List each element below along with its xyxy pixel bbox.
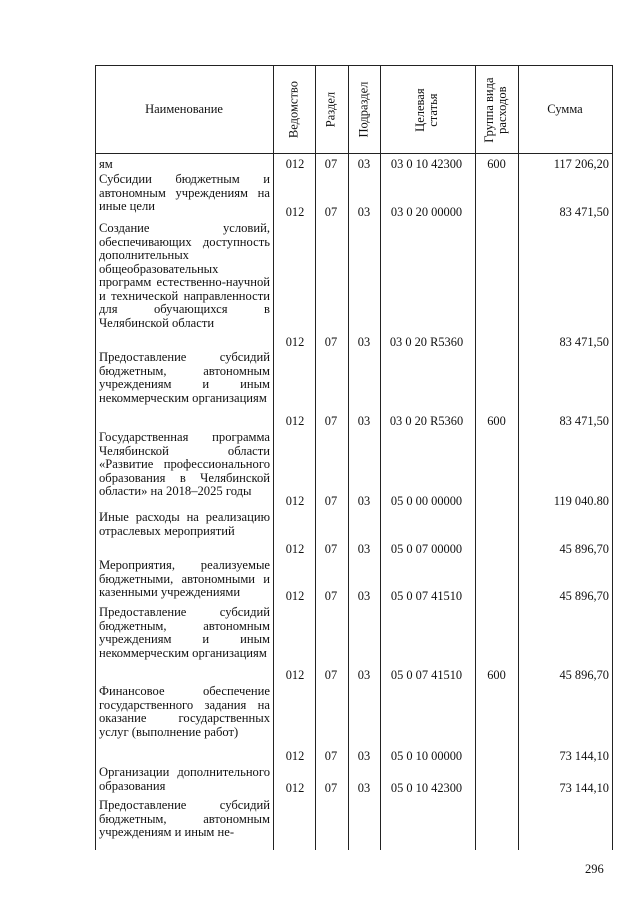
row-amount: 83 471,50 <box>559 205 609 219</box>
row-department: 012 <box>285 494 305 508</box>
row-target-item: 03 0 20 00000 <box>390 205 463 219</box>
row-department: 012 <box>285 668 305 682</box>
row-department: 012 <box>285 205 305 219</box>
row-section: 07 <box>324 781 338 795</box>
header-target-item-line2: статья <box>426 93 440 127</box>
row-name: Предоставление субсидий бюджетным, автономным учреждениям и иным некоммерческим организациям <box>99 350 270 405</box>
header-target-item <box>414 66 440 154</box>
table-top-border <box>95 65 613 66</box>
row-amount: 45 896,70 <box>559 589 609 603</box>
row-section: 07 <box>324 205 338 219</box>
row-subsection: 03 <box>357 781 371 795</box>
row-name: ям <box>99 157 113 171</box>
row-target-item: 05 0 07 41510 <box>390 589 463 603</box>
row-subsection: 03 <box>357 589 371 603</box>
page-number: 296 <box>585 862 604 876</box>
row-amount: 73 144,10 <box>559 749 609 763</box>
header-department: Ведомство <box>286 81 301 139</box>
row-amount: 73 144,10 <box>559 781 609 795</box>
column-border <box>273 65 274 850</box>
row-target-item: 05 0 07 41510 <box>390 668 463 682</box>
row-name: Организации дополнительного образования <box>99 765 270 793</box>
row-amount: 83 471,50 <box>559 414 609 428</box>
header-expense-type-line2: расходов <box>495 86 509 134</box>
column-border <box>315 65 316 850</box>
row-subsection: 03 <box>357 668 371 682</box>
row-amount: 83 471,50 <box>559 335 609 349</box>
row-target-item: 05 0 00 00000 <box>390 494 463 508</box>
column-border <box>518 65 519 850</box>
row-name: Иные расходы на реализацию отраслевых мероприятий <box>99 510 270 538</box>
row-department: 012 <box>285 335 305 349</box>
row-name: Мероприятия, реализуемые бюджетными, автономными и казенными учреждениями <box>99 558 270 599</box>
column-border <box>475 65 476 850</box>
row-target-item: 03 0 10 42300 <box>390 157 463 171</box>
row-subsection: 03 <box>357 157 371 171</box>
row-target-item: 03 0 20 R5360 <box>389 414 464 428</box>
header-expense-type-line1: Группа вида <box>481 77 496 143</box>
row-name: Государственная программа Челябинской области «Развитие профессионального образования в Челябинской области» на 2018–2025 годы <box>99 430 270 498</box>
header-target-item-line1: Целевая <box>412 88 427 132</box>
row-department: 012 <box>285 589 305 603</box>
row-amount: 117 206,20 <box>553 157 609 171</box>
row-target-item: 05 0 10 42300 <box>390 781 463 795</box>
row-amount: 45 896,70 <box>559 542 609 556</box>
header-section: Раздел <box>323 91 338 128</box>
row-department: 012 <box>285 414 305 428</box>
header-expense-type <box>483 66 509 154</box>
row-subsection: 03 <box>357 494 371 508</box>
row-amount: 45 896,70 <box>559 668 609 682</box>
header-bottom-border <box>95 153 613 154</box>
row-expense-type: 600 <box>487 414 506 428</box>
column-border <box>380 65 381 850</box>
column-border <box>95 65 96 850</box>
row-subsection: 03 <box>357 335 371 349</box>
row-target-item: 05 0 07 00000 <box>390 542 463 556</box>
row-target-item: 03 0 20 R5360 <box>389 335 464 349</box>
row-expense-type: 600 <box>487 157 506 171</box>
row-name: Финансовое обеспечение государственного задания на оказание государственных услуг (выполнение работ) <box>99 684 270 739</box>
row-department: 012 <box>285 749 305 763</box>
row-subsection: 03 <box>357 205 371 219</box>
row-section: 07 <box>324 494 338 508</box>
header-name: Наименование <box>145 102 223 116</box>
header-subsection: Подраздел <box>356 81 371 138</box>
column-border <box>612 65 613 850</box>
row-subsection: 03 <box>357 414 371 428</box>
row-section: 07 <box>324 749 338 763</box>
budget-table <box>95 65 613 850</box>
row-section: 07 <box>324 414 338 428</box>
row-target-item: 05 0 10 00000 <box>390 749 463 763</box>
header-amount: Сумма <box>547 102 583 116</box>
row-section: 07 <box>324 542 338 556</box>
row-department: 012 <box>285 157 305 171</box>
row-section: 07 <box>324 157 338 171</box>
row-expense-type: 600 <box>487 668 506 682</box>
row-name: Субсидии бюджетным и автономным учреждениям на иные цели <box>99 172 270 213</box>
row-subsection: 03 <box>357 542 371 556</box>
row-department: 012 <box>285 781 305 795</box>
row-section: 07 <box>324 589 338 603</box>
row-section: 07 <box>324 335 338 349</box>
row-name: Создание условий, обеспечивающих доступность дополнительных общеобразовательных программ естественно-научной и технической направленности для обучающихся в Челябинской области <box>99 221 270 330</box>
row-name: Предоставление субсидий бюджетным, автономным учреждениям и иным не- <box>99 798 270 839</box>
row-amount: 119 040.80 <box>553 494 609 508</box>
row-department: 012 <box>285 542 305 556</box>
row-name: Предоставление субсидий бюджетным, автономным учреждениям и иным некоммерческим организациям <box>99 605 270 660</box>
column-border <box>348 65 349 850</box>
row-section: 07 <box>324 668 338 682</box>
row-subsection: 03 <box>357 749 371 763</box>
